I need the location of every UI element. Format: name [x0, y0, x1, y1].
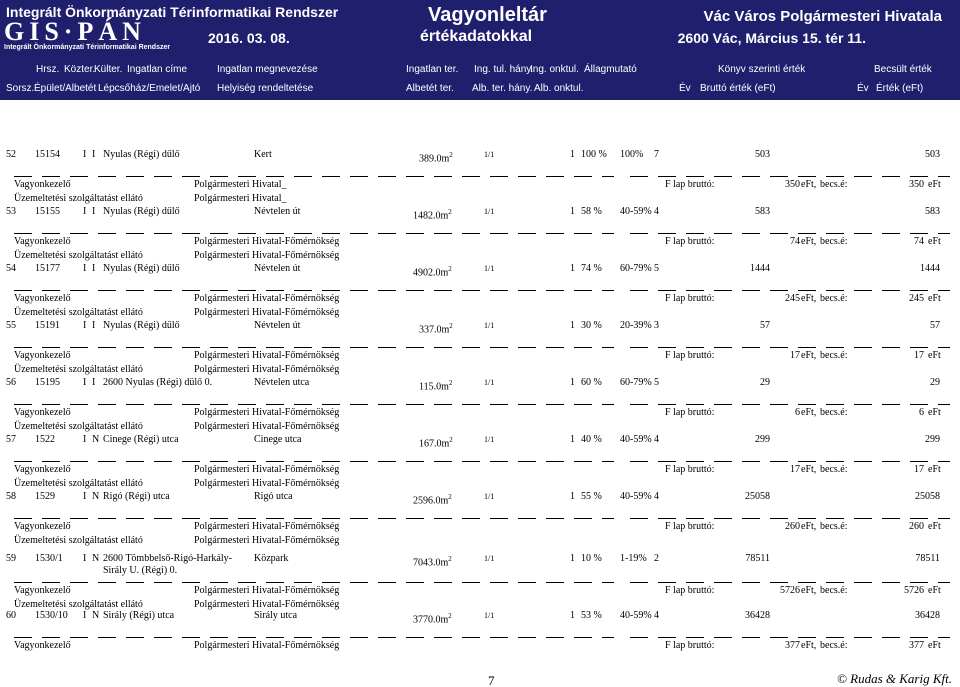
row-ev: 2	[654, 553, 659, 564]
col-alb-onktul: Alb. onktul.	[534, 83, 584, 94]
row-hrsz: 15195	[35, 377, 60, 388]
row-allag: 40-59%	[620, 206, 652, 217]
row-konyv: 78511	[745, 553, 770, 564]
row-ev: 4	[654, 434, 659, 445]
row-uzem-label: Üzemeltetési szolgáltatást ellátó	[14, 193, 143, 204]
row-brutto-label: F lap bruttó:	[665, 407, 715, 418]
row-kezelo: Polgármesteri Hivatal_	[194, 179, 287, 190]
row-becsult: 299	[925, 434, 940, 445]
row-brutto-label: F lap bruttó:	[665, 236, 715, 247]
dashed-separator	[630, 582, 950, 583]
row-tul-hany: 1/1	[484, 554, 495, 563]
row-allag: 40-59%	[620, 491, 652, 502]
table-row	[0, 320, 960, 377]
row-becsult: 78511	[915, 553, 940, 564]
row-becs-unit: eFt	[928, 293, 941, 304]
row-onktul: 1	[570, 206, 575, 217]
row-becs: 245	[909, 293, 924, 304]
column-header	[0, 58, 960, 100]
col-sorsz: Sorsz.	[6, 83, 35, 94]
row-megnevezes: Rigó utca	[254, 491, 293, 502]
table-row	[0, 263, 960, 320]
row-ev: 4	[654, 610, 659, 621]
dashed-separator	[630, 637, 950, 638]
dashed-separator	[14, 404, 614, 405]
row-kezelo-label: Vagyonkezelő	[14, 521, 71, 532]
row-onktul: 1	[570, 320, 575, 331]
row-becs-unit: eFt	[928, 350, 941, 361]
col-epulet: Épület/Albetét	[34, 83, 97, 94]
row-cim: Nyulas (Régi) dűlő	[103, 320, 180, 331]
row-becs-label: becs.é:	[820, 640, 848, 651]
row-uzem: Polgármesteri Hivatal-Főmérnökség	[194, 307, 340, 318]
row-cim: Cinege (Régi) utca	[103, 434, 179, 445]
row-becs-unit: eFt	[928, 236, 941, 247]
row-onktul-pct: 58 %	[581, 206, 602, 217]
row-hrsz: 1530/1	[35, 553, 63, 564]
logo-subtitle: Integrált Önkormányzati Térinformatikai Rendszer	[4, 44, 171, 51]
col-allag: Állagmutató	[584, 64, 637, 75]
row-hrsz: 1522	[35, 434, 55, 445]
row-allag: 60-79%	[620, 263, 652, 274]
row-hrsz: 15191	[35, 320, 60, 331]
dashed-separator	[14, 233, 614, 234]
row-megnevezes: Közpark	[254, 553, 289, 564]
row-allag: 40-59%	[620, 434, 652, 445]
row-brutto: 17	[790, 350, 800, 361]
row-kulter: N	[92, 553, 100, 564]
row-kezelo-label: Vagyonkezelő	[14, 464, 71, 475]
row-ev: 5	[654, 263, 659, 274]
row-becs-label: becs.é:	[820, 585, 848, 596]
row-onktul-pct: 10 %	[581, 553, 602, 564]
row-allag: 100%	[620, 149, 644, 160]
row-brutto-unit: eFt,	[801, 350, 817, 361]
row-kulter: I	[92, 206, 96, 217]
row-uzem: Polgármesteri Hivatal-Főmérnökség	[194, 535, 340, 546]
row-konyv: 1444	[750, 263, 770, 274]
row-kozter: I	[83, 553, 87, 564]
row-becs: 5726	[904, 585, 924, 596]
row-kozter: I	[83, 149, 87, 160]
row-becs-label: becs.é:	[820, 236, 848, 247]
row-tul-hany: 1/1	[484, 207, 495, 216]
org-address: 2600 Vác, Március 15. tér 11.	[677, 30, 866, 46]
row-sorsz: 59	[6, 553, 16, 564]
row-kozter: I	[83, 377, 87, 388]
row-kezelo-label: Vagyonkezelő	[14, 179, 71, 190]
dashed-separator	[630, 233, 950, 234]
row-onktul-pct: 55 %	[581, 491, 602, 502]
row-brutto-label: F lap bruttó:	[665, 585, 715, 596]
row-onktul: 1	[570, 377, 575, 388]
col-albetet-ter: Albetét ter.	[406, 83, 454, 94]
row-brutto: 377	[785, 640, 800, 651]
col-hrsz: Hrsz.	[36, 64, 60, 75]
col-helyiseg: Helyiség rendeltetése	[217, 83, 314, 94]
row-cim: Rigó (Régi) utca	[103, 491, 170, 502]
row-kezelo-label: Vagyonkezelő	[14, 293, 71, 304]
row-becsult: 583	[925, 206, 940, 217]
row-terulet: $167.0m^2$	[419, 436, 453, 450]
row-terulet: $2596.0m^2$	[413, 493, 452, 507]
row-konyv: 36428	[745, 610, 770, 621]
org-name: Vác Város Polgármesteri Hivatala	[703, 8, 942, 25]
row-onktul: 1	[570, 553, 575, 564]
row-uzem-label: Üzemeltetési szolgáltatást ellátó	[14, 364, 143, 375]
dashed-separator	[14, 290, 614, 291]
col-becsult-ertek: Érték (eFt)	[876, 83, 924, 94]
row-kezelo-label: Vagyonkezelő	[14, 407, 71, 418]
report-header	[0, 0, 960, 58]
row-konyv: 583	[755, 206, 770, 217]
row-uzem: Polgármesteri Hivatal-Főmérnökség	[194, 599, 340, 610]
table-row	[0, 206, 960, 263]
col-kulter: Külter.	[94, 64, 123, 75]
col-cim: Ingatlan címe	[127, 64, 188, 75]
col-lepcsohaz: Lépcsőház/Emelet/Ajtó	[98, 83, 201, 94]
dashed-separator	[630, 518, 950, 519]
dashed-separator	[14, 347, 614, 348]
dashed-separator	[14, 518, 614, 519]
row-onktul-pct: 40 %	[581, 434, 602, 445]
row-uzem: Polgármesteri Hivatal_	[194, 193, 287, 204]
row-onktul: 1	[570, 491, 575, 502]
dashed-separator	[630, 461, 950, 462]
row-ev: 5	[654, 377, 659, 388]
gispan-logo: GIS·PÁN	[4, 17, 146, 46]
row-terulet: $3770.0m^2$	[413, 612, 452, 626]
col-becsult-ev: Év	[857, 83, 869, 94]
row-allag: 20-39%	[620, 320, 652, 331]
row-kezelo: Polgármesteri Hivatal-Főmérnökség	[194, 407, 340, 418]
row-brutto: 260	[785, 521, 800, 532]
row-megnevezes: Névtelen út	[254, 320, 301, 331]
row-becs: 6	[919, 407, 924, 418]
row-megnevezes: Cinege utca	[254, 434, 302, 445]
row-sorsz: 60	[6, 610, 16, 621]
row-brutto: 5726	[780, 585, 800, 596]
row-becs: 17	[914, 350, 924, 361]
col-kozter: Közter.	[64, 64, 96, 75]
row-becs-unit: eFt	[928, 464, 941, 475]
row-tul-hany: 1/1	[484, 150, 495, 159]
row-becs: 260	[909, 521, 924, 532]
row-uzem: Polgármesteri Hivatal-Főmérnökség	[194, 478, 340, 489]
row-kulter: I	[92, 377, 96, 388]
dashed-separator	[14, 637, 614, 638]
row-brutto-unit: eFt,	[801, 640, 817, 651]
row-onktul: 1	[570, 610, 575, 621]
row-brutto: 74	[790, 236, 800, 247]
row-ev: 4	[654, 206, 659, 217]
row-hrsz: 15155	[35, 206, 60, 217]
row-becs: 350	[909, 179, 924, 190]
row-cim: 2600 Nyulas (Régi) dülő 0.	[103, 377, 213, 388]
row-kezelo: Polgármesteri Hivatal-Főmérnökség	[194, 640, 340, 651]
row-konyv: 29	[760, 377, 770, 388]
dashed-separator	[630, 404, 950, 405]
row-uzem-label: Üzemeltetési szolgáltatást ellátó	[14, 478, 143, 489]
dashed-separator	[14, 461, 614, 462]
dashed-separator	[630, 347, 950, 348]
row-becs-unit: eFt	[928, 521, 941, 532]
app-name: Integrált Önkormányzati Térinformatikai Rendszer	[6, 4, 339, 20]
table-row	[0, 553, 960, 610]
row-kezelo: Polgármesteri Hivatal-Főmérnökség	[194, 293, 340, 304]
row-terulet: $7043.0m^2$	[413, 555, 452, 569]
row-terulet: $1482.0m^2$	[413, 208, 452, 222]
col-tul-hany: Ing. tul. hány.	[474, 64, 534, 75]
copyright: © Rudas & Karig Kft.	[837, 671, 952, 686]
row-sorsz: 56	[6, 377, 16, 388]
row-becsult: 29	[930, 377, 940, 388]
row-hrsz: 15177	[35, 263, 60, 274]
row-terulet: $389.0m^2$	[419, 151, 453, 165]
row-ev: 3	[654, 320, 659, 331]
row-onktul: 1	[570, 434, 575, 445]
col-onktul: Ing. onktul.	[530, 64, 579, 75]
row-brutto-unit: eFt,	[801, 236, 817, 247]
row-kulter: I	[92, 320, 96, 331]
row-allag: 1-19%	[620, 553, 647, 564]
row-becsult: 57	[930, 320, 940, 331]
dashed-separator	[630, 176, 950, 177]
row-onktul-pct: 74 %	[581, 263, 602, 274]
row-becsult: 25058	[915, 491, 940, 502]
row-terulet: $115.0m^2$	[419, 379, 453, 393]
col-brutto: Bruttó érték (eFt)	[700, 83, 776, 94]
row-becs: 74	[914, 236, 924, 247]
col-alb-ter-hany: Alb. ter. hány.	[472, 83, 533, 94]
row-kezelo-label: Vagyonkezelő	[14, 640, 71, 651]
row-kezelo-label: Vagyonkezelő	[14, 585, 71, 596]
row-sorsz: 58	[6, 491, 16, 502]
row-kozter: I	[83, 206, 87, 217]
row-becs-unit: eFt	[928, 407, 941, 418]
row-uzem: Polgármesteri Hivatal-Főmérnökség	[194, 421, 340, 432]
row-brutto-label: F lap bruttó:	[665, 640, 715, 651]
row-becsult: 36428	[915, 610, 940, 621]
row-megnevezes: Névtelen út	[254, 263, 301, 274]
col-konyv: Könyv szerinti érték	[718, 64, 806, 75]
row-becsult: 1444	[920, 263, 940, 274]
row-onktul: 1	[570, 149, 575, 160]
row-brutto-unit: eFt,	[801, 521, 817, 532]
row-kozter: I	[83, 263, 87, 274]
row-brutto-unit: eFt,	[801, 585, 817, 596]
row-sorsz: 57	[6, 434, 16, 445]
row-tul-hany: 1/1	[484, 611, 495, 620]
report-subtitle: értékadatokkal	[420, 28, 533, 45]
row-kulter: I	[92, 149, 96, 160]
row-kezelo-label: Vagyonkezelő	[14, 236, 71, 247]
row-konyv: 299	[755, 434, 770, 445]
row-tul-hany: 1/1	[484, 378, 495, 387]
row-tul-hany: 1/1	[484, 264, 495, 273]
report-title: Vagyonleltár	[428, 4, 547, 26]
row-megnevezes: Névtelen út	[254, 206, 301, 217]
col-megnevezes: Ingatlan megnevezése	[217, 64, 318, 75]
row-uzem-label: Üzemeltetési szolgáltatást ellátó	[14, 250, 143, 261]
row-cim: Nyulas (Régi) dűlő	[103, 263, 180, 274]
report-date: 2016. 03. 08.	[208, 30, 290, 46]
row-cim: Nyulas (Régi) dűlő	[103, 206, 180, 217]
row-becs-label: becs.é:	[820, 521, 848, 532]
row-brutto-unit: eFt,	[801, 464, 817, 475]
row-ev: 7	[654, 149, 659, 160]
page-number: 7	[488, 673, 495, 687]
row-onktul-pct: 60 %	[581, 377, 602, 388]
row-onktul-pct: 30 %	[581, 320, 602, 331]
row-konyv: 503	[755, 149, 770, 160]
row-becs: 17	[914, 464, 924, 475]
row-tul-hany: 1/1	[484, 435, 495, 444]
row-onktul-pct: 53 %	[581, 610, 602, 621]
row-hrsz: 1529	[35, 491, 55, 502]
row-kozter: I	[83, 491, 87, 502]
row-brutto-unit: eFt,	[801, 407, 817, 418]
row-uzem: Polgármesteri Hivatal-Főmérnökség	[194, 250, 340, 261]
col-konyv-ev: Év	[679, 83, 691, 94]
row-konyv: 57	[760, 320, 770, 331]
dashed-separator	[14, 582, 614, 583]
row-tul-hany: 1/1	[484, 321, 495, 330]
row-kezelo: Polgármesteri Hivatal-Főmérnökség	[194, 585, 340, 596]
row-ev: 4	[654, 491, 659, 502]
row-brutto-label: F lap bruttó:	[665, 293, 715, 304]
row-brutto: 17	[790, 464, 800, 475]
row-kezelo-label: Vagyonkezelő	[14, 350, 71, 361]
row-sorsz: 54	[6, 263, 16, 274]
dashed-separator	[630, 290, 950, 291]
row-kozter: I	[83, 610, 87, 621]
row-tul-hany: 1/1	[484, 492, 495, 501]
row-hrsz: 15154	[35, 149, 60, 160]
row-sorsz: 55	[6, 320, 16, 331]
row-brutto-unit: eFt,	[801, 293, 817, 304]
row-allag: 40-59%	[620, 610, 652, 621]
row-sorsz: 53	[6, 206, 16, 217]
table-row	[0, 491, 960, 548]
row-becs: 377	[909, 640, 924, 651]
row-megnevezes: Névtelen utca	[254, 377, 310, 388]
row-kezelo: Polgármesteri Hivatal-Főmérnökség	[194, 236, 340, 247]
row-becs-label: becs.é:	[820, 407, 848, 418]
row-brutto-label: F lap bruttó:	[665, 350, 715, 361]
row-brutto: 6	[795, 407, 800, 418]
row-konyv: 25058	[745, 491, 770, 502]
row-uzem-label: Üzemeltetési szolgáltatást ellátó	[14, 307, 143, 318]
row-kezelo: Polgármesteri Hivatal-Főmérnökség	[194, 464, 340, 475]
row-becs-label: becs.é:	[820, 293, 848, 304]
row-cim: Nyulas (Régi) dűlő	[103, 149, 180, 160]
row-kozter: I	[83, 434, 87, 445]
row-cim: Sirály (Régi) utca	[103, 610, 175, 621]
row-becs-unit: eFt	[928, 179, 941, 190]
row-uzem-label: Üzemeltetési szolgáltatást ellátó	[14, 535, 143, 546]
row-kozter: I	[83, 320, 87, 331]
row-brutto-unit: eFt,	[801, 179, 817, 190]
table-row	[0, 434, 960, 491]
row-brutto-label: F lap bruttó:	[665, 521, 715, 532]
table-row	[0, 377, 960, 434]
row-brutto: 245	[785, 293, 800, 304]
row-brutto-label: F lap bruttó:	[665, 179, 715, 190]
row-uzem-label: Üzemeltetési szolgáltatást ellátó	[14, 599, 143, 610]
row-kezelo: Polgármesteri Hivatal-Főmérnökség	[194, 521, 340, 532]
row-allag: 60-79%	[620, 377, 652, 388]
row-onktul: 1	[570, 263, 575, 274]
row-sorsz: 52	[6, 149, 16, 160]
row-becs-label: becs.é:	[820, 464, 848, 475]
row-onktul-pct: 100 %	[581, 149, 607, 160]
col-terulet: Ingatlan ter.	[406, 64, 459, 75]
row-becs-label: becs.é:	[820, 350, 848, 361]
row-becs-label: becs.é:	[820, 179, 848, 190]
row-kulter: N	[92, 434, 100, 445]
row-kulter: N	[92, 610, 100, 621]
table-row	[0, 149, 960, 206]
dashed-separator	[14, 176, 614, 177]
table-row	[0, 610, 960, 667]
row-terulet: $4902.0m^2$	[413, 265, 452, 279]
row-hrsz: 1530/10	[35, 610, 68, 621]
row-brutto-label: F lap bruttó:	[665, 464, 715, 475]
row-terulet: $337.0m^2$	[419, 322, 453, 336]
row-becsult: 503	[925, 149, 940, 160]
row-kezelo: Polgármesteri Hivatal-Főmérnökség	[194, 350, 340, 361]
row-kulter: I	[92, 263, 96, 274]
row-uzem-label: Üzemeltetési szolgáltatást ellátó	[14, 421, 143, 432]
row-megnevezes: Kert	[254, 149, 272, 160]
row-cim: 2600 Tömbbelső-Rigó-Harkály-Sirály U. (Régi) 0.	[103, 553, 232, 576]
col-becsult: Becsült érték	[874, 64, 932, 75]
row-megnevezes: Sirály utca	[254, 610, 298, 621]
row-brutto: 350	[785, 179, 800, 190]
row-becs-unit: eFt	[928, 585, 941, 596]
row-kulter: N	[92, 491, 100, 502]
row-becs-unit: eFt	[928, 640, 941, 651]
row-uzem: Polgármesteri Hivatal-Főmérnökség	[194, 364, 340, 375]
